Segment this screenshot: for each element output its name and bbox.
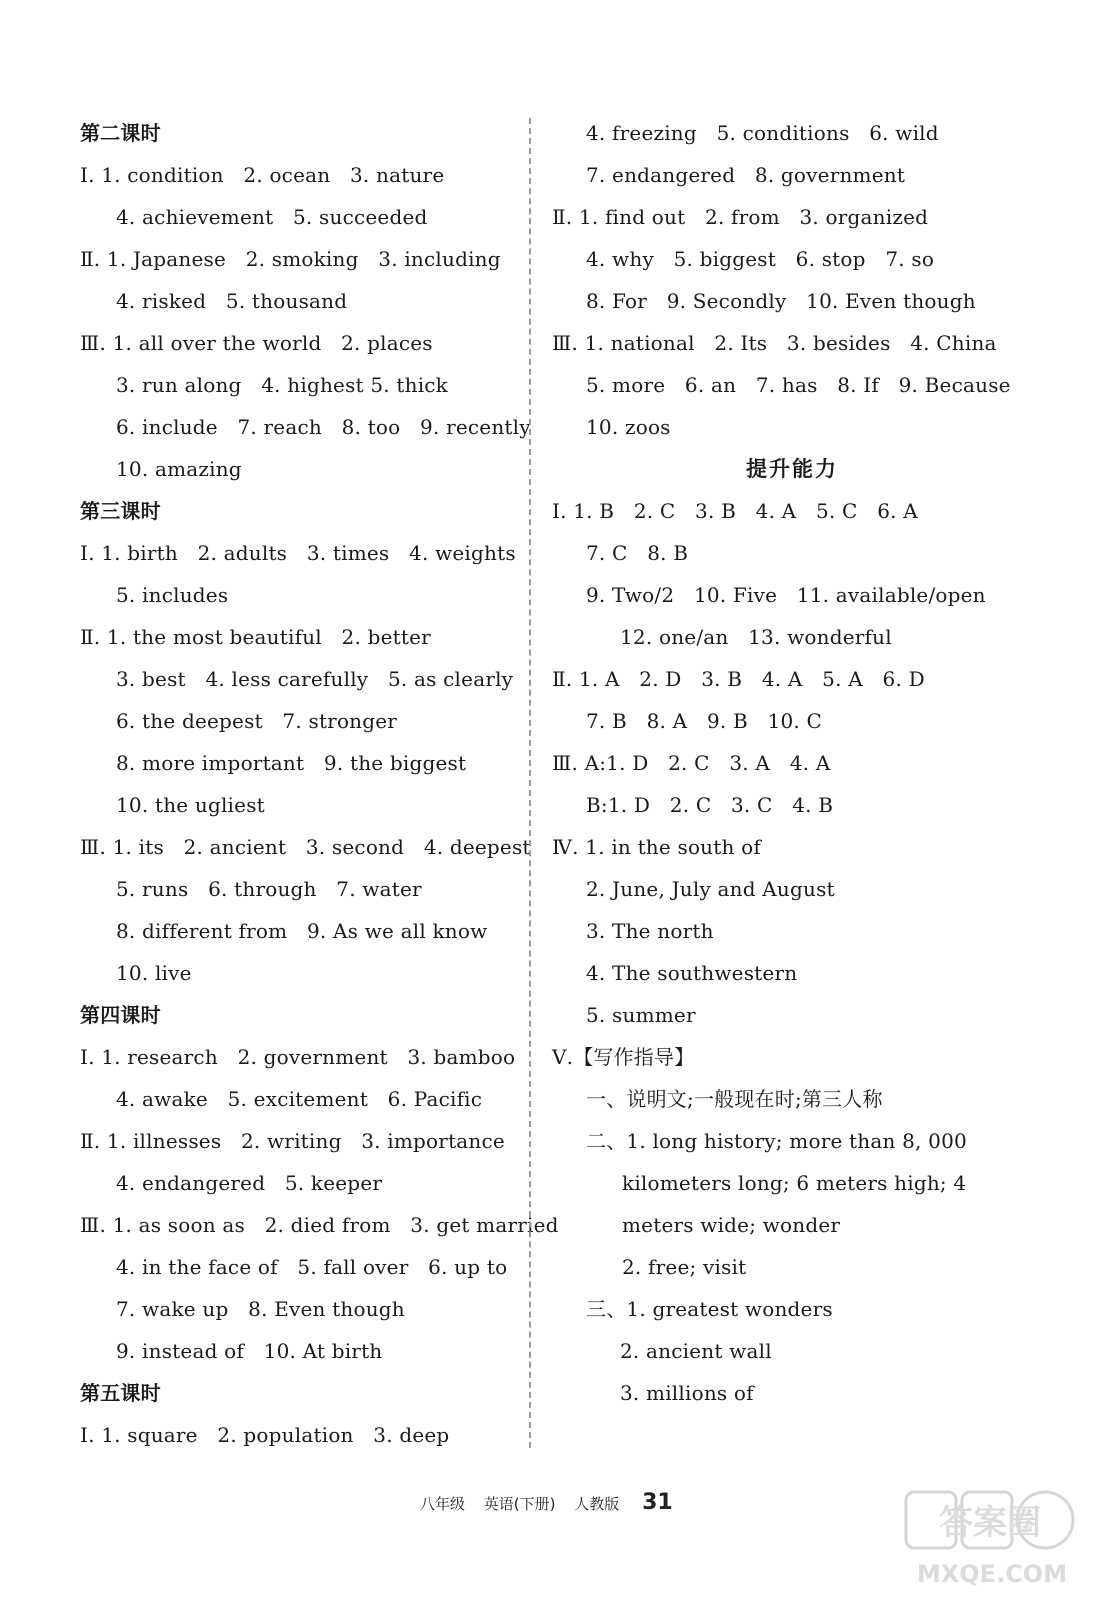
answer-line: Ⅲ. 1. as soon as 2. died from 3. get married xyxy=(80,1213,559,1237)
answer-line: Ⅰ. 1. birth 2. adults 3. times 4. weights xyxy=(80,541,516,565)
answer-line: 一、说明文;一般现在时;第三人称 xyxy=(586,1087,883,1111)
answer-line: 2. free; visit xyxy=(622,1255,747,1279)
answer-line: 5. more 6. an 7. has 8. If 9. Because xyxy=(586,373,1011,397)
answer-line: 10. the ugliest xyxy=(116,793,265,817)
page-footer xyxy=(420,1488,687,1518)
answer-line: 4. in the face of 5. fall over 6. up to xyxy=(116,1255,508,1279)
section-heading: 第三课时 xyxy=(80,499,161,523)
answer-line: Ⅱ. 1. A 2. D 3. B 4. A 5. A 6. D xyxy=(552,667,925,691)
answer-line: Ⅱ. 1. illnesses 2. writing 3. importance xyxy=(80,1129,505,1153)
answer-line: meters wide; wonder xyxy=(622,1213,841,1237)
answer-line: 5. includes xyxy=(116,583,229,607)
answer-line: 3. run along 4. highest 5. thick xyxy=(116,373,449,397)
answer-line: 5. summer xyxy=(586,1003,696,1027)
answer-line: Ⅱ. 1. find out 2. from 3. organized xyxy=(552,205,929,229)
answer-line: Ⅰ. 1. square 2. population 3. deep xyxy=(80,1423,450,1447)
answer-line: 7. C 8. B xyxy=(586,541,689,565)
answer-line: Ⅲ. A:1. D 2. C 3. A 4. A xyxy=(552,751,831,775)
answer-line: Ⅴ.【写作指导】 xyxy=(552,1045,695,1069)
answer-line: 10. amazing xyxy=(116,457,242,481)
answer-line: Ⅲ. 1. its 2. ancient 3. second 4. deepest xyxy=(80,835,531,859)
answer-line: 12. one/an 13. wonderful xyxy=(620,625,892,649)
answer-line: Ⅳ. 1. in the south of xyxy=(552,835,761,859)
answer-line: 5. runs 6. through 7. water xyxy=(116,877,422,901)
answer-line: 10. live xyxy=(116,961,192,985)
answer-line: 2. June, July and August xyxy=(586,877,835,901)
answer-line: 3. millions of xyxy=(620,1381,754,1405)
answer-line: Ⅱ. 1. Japanese 2. smoking 3. including xyxy=(80,247,501,271)
column-divider xyxy=(529,118,531,1448)
answer-line: B:1. D 2. C 3. C 4. B xyxy=(586,793,834,817)
answer-line: 7. B 8. A 9. B 10. C xyxy=(586,709,823,733)
answer-line: Ⅲ. 1. national 2. Its 3. besides 4. China xyxy=(552,331,997,355)
answer-line: Ⅰ. 1. B 2. C 3. B 4. A 5. C 6. A xyxy=(552,499,918,523)
answer-line: 2. ancient wall xyxy=(620,1339,772,1363)
watermark-domain: MXQE.COM xyxy=(916,1560,1068,1588)
section-heading: 第二课时 xyxy=(80,121,161,145)
answer-line: 6. the deepest 7. stronger xyxy=(116,709,398,733)
footer-grade: 八年级 xyxy=(420,1495,466,1513)
answer-line: 4. awake 5. excitement 6. Pacific xyxy=(116,1087,483,1111)
answer-line: Ⅰ. 1. research 2. government 3. bamboo xyxy=(80,1045,516,1069)
section-heading: 第五课时 xyxy=(80,1381,161,1405)
right-answer-column xyxy=(552,112,1011,1414)
section-heading: 提升能力 xyxy=(746,456,838,481)
footer-subject: 英语(下册) xyxy=(483,1495,556,1513)
answer-line: Ⅱ. 1. the most beautiful 2. better xyxy=(80,625,431,649)
answer-line: 8. For 9. Secondly 10. Even though xyxy=(586,289,976,313)
answer-line: 4. freezing 5. conditions 6. wild xyxy=(586,121,939,145)
answer-line: 4. The southwestern xyxy=(586,961,798,985)
answer-line: 3. The north xyxy=(586,919,714,943)
watermark-logo xyxy=(900,1482,1080,1592)
answer-line: 9. instead of 10. At birth xyxy=(116,1339,383,1363)
watermark-brand: 答案圈 xyxy=(939,1503,1041,1543)
answer-line: 3. best 4. less carefully 5. as clearly xyxy=(116,667,514,691)
answer-line: 三、1. greatest wonders xyxy=(586,1297,833,1321)
answer-line: Ⅰ. 1. condition 2. ocean 3. nature xyxy=(80,163,445,187)
footer-edition: 人教版 xyxy=(574,1495,620,1513)
answer-line: 4. risked 5. thousand xyxy=(116,289,348,313)
answer-line: 8. more important 9. the biggest xyxy=(116,751,467,775)
section-heading: 第四课时 xyxy=(80,1003,161,1027)
answer-line: 4. why 5. biggest 6. stop 7. so xyxy=(586,247,935,271)
left-answer-column xyxy=(80,112,559,1456)
page-number: 31 xyxy=(642,1490,673,1515)
answer-line: Ⅲ. 1. all over the world 2. places xyxy=(80,331,433,355)
answer-line: 4. endangered 5. keeper xyxy=(116,1171,383,1195)
answer-line: 6. include 7. reach 8. too 9. recently xyxy=(116,415,531,439)
answer-line: kilometers long; 6 meters high; 4 xyxy=(622,1171,967,1195)
answer-line: 9. Two/2 10. Five 11. available/open xyxy=(586,583,986,607)
answer-line: 二、1. long history; more than 8, 000 xyxy=(586,1129,967,1153)
answer-line: 4. achievement 5. succeeded xyxy=(116,205,428,229)
answer-line: 10. zoos xyxy=(586,415,671,439)
answer-line: 7. wake up 8. Even though xyxy=(116,1297,405,1321)
answer-line: 8. different from 9. As we all know xyxy=(116,919,488,943)
answer-line: 7. endangered 8. government xyxy=(586,163,906,187)
